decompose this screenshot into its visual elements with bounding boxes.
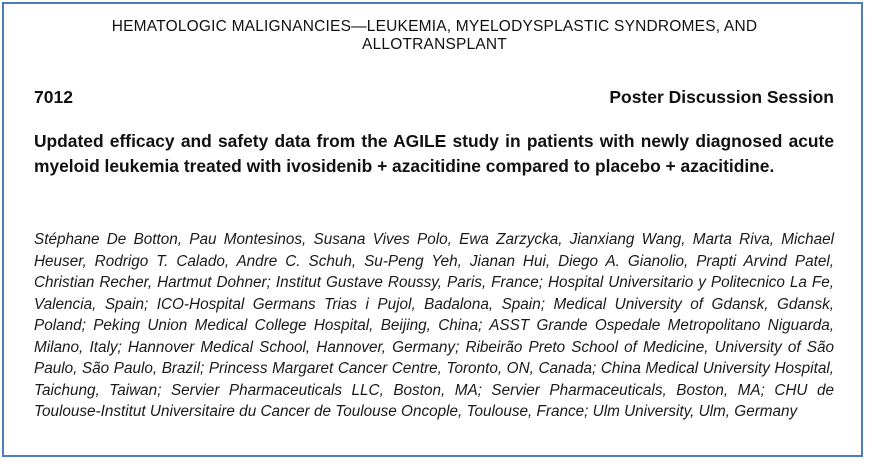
abstract-title: Updated efficacy and safety data from the AGILE study in patients with newly diagnosed acute myeloid leukemia treated with ivosidenib + azacitidine compared to placebo + azacitidine. (34, 131, 834, 176)
session-type: Poster Discussion Session (609, 87, 834, 107)
abstract-meta-row (34, 87, 834, 109)
section-header: HEMATOLOGIC MALIGNANCIES—LEUKEMIA, MYELODYSPLASTIC SYNDROMES, AND ALLOTRANSPLANT (111, 18, 758, 53)
authors-affiliations: Stéphane De Botton, Pau Montesinos, Susana Vives Polo, Ewa Zarzycka, Jianxiang Wang, Marta Riva, Michael Heuser, Rodrigo T. Calado, Andre C. Schuh, Su-Peng Yeh, Jianan Hui, Diego A. Gianolio, Prapti Arvind Patel, Christian Recher, Hartmut Dohner; Institut Gustave Roussy, Paris, France; Hospital Universitario y Politecnico La Fe, Valencia, Spain; ICO-Hospital Germans Trias i Pujol, Badalona, Spain; Medical University of Gdansk, Gdansk, Poland; Peking Union Medical College Hospital, Beijing, China; ASST Grande Ospedale Metropolitano Niguarda, Milano, Italy; Hannover Medical School, Hannover, Germany; Ribeirão Preto School of Medicine, University of São Paulo, São Paulo, Brazil; Princess Margaret Cancer Centre, Toronto, ON, Canada; China Medical University Hospital, Taichung, Taiwan; Servier Pharmaceuticals LLC, Boston, MA; Servier Pharmaceuticals, Boston, MA; CHU de Toulouse-Institut Universitaire du Cancer de Toulouse Oncople, Toulouse, France; Ulm University, Ulm, Germany (34, 231, 834, 420)
abstract-frame (2, 2, 863, 457)
abstract-number: 7012 (34, 87, 73, 107)
